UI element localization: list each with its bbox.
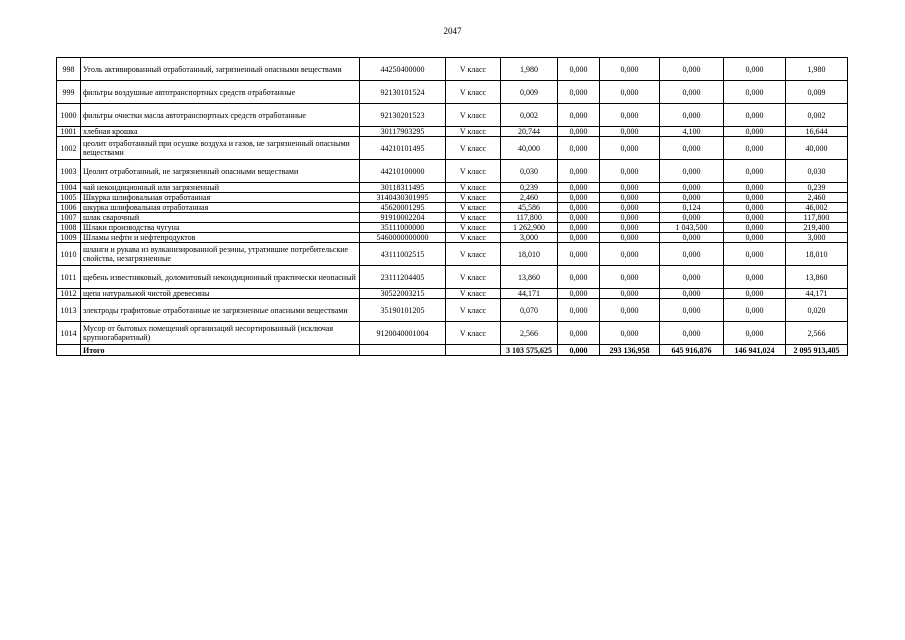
- value-cell: 2,460: [786, 193, 848, 203]
- value-cell: 0,000: [724, 183, 786, 193]
- hazard-class-cell: V класс: [446, 213, 501, 223]
- value-cell: 0,000: [600, 289, 660, 299]
- row-number-cell: 999: [57, 81, 81, 104]
- waste-code-cell: 91910002204: [360, 213, 446, 223]
- value-cell: 0,000: [724, 58, 786, 81]
- total-value-cell: 3 103 575,625: [501, 345, 558, 356]
- table-row: [57, 223, 848, 233]
- value-cell: 0,000: [660, 299, 724, 322]
- waste-code-cell: 30118311495: [360, 183, 446, 193]
- hazard-class-cell: V класс: [446, 203, 501, 213]
- value-cell: 0,000: [724, 104, 786, 127]
- value-cell: 0,000: [600, 160, 660, 183]
- value-cell: 18,010: [786, 243, 848, 266]
- table-row: [57, 183, 848, 193]
- table-row: [57, 160, 848, 183]
- waste-name-cell: Цеолит отработанный, не загрязненный опасными веществами: [81, 160, 360, 183]
- value-cell: 0,000: [724, 81, 786, 104]
- value-cell: 0,000: [724, 289, 786, 299]
- hazard-class-cell: V класс: [446, 58, 501, 81]
- value-cell: 0,009: [786, 81, 848, 104]
- value-cell: 0,000: [558, 203, 600, 213]
- value-cell: 0,000: [558, 299, 600, 322]
- waste-code-cell: 5460000000000: [360, 233, 446, 243]
- value-cell: 0,124: [660, 203, 724, 213]
- waste-code-cell: 3140430301995: [360, 193, 446, 203]
- value-cell: 0,000: [600, 104, 660, 127]
- value-cell: 0,000: [600, 266, 660, 289]
- empty-cell: [446, 345, 501, 356]
- value-cell: 0,002: [786, 104, 848, 127]
- row-number-cell: 1009: [57, 233, 81, 243]
- value-cell: 20,744: [501, 127, 558, 137]
- value-cell: 0,000: [724, 322, 786, 345]
- waste-name-cell: шлак сварочный: [81, 213, 360, 223]
- value-cell: 0,000: [600, 213, 660, 223]
- row-number-cell: 1013: [57, 299, 81, 322]
- waste-name-cell: щебень известняковый, доломитовый некондиционный практически неопасный: [81, 266, 360, 289]
- table-row: [57, 58, 848, 81]
- value-cell: 16,644: [786, 127, 848, 137]
- value-cell: 0,000: [558, 322, 600, 345]
- waste-name-cell: фильтры очистки масла автотранспортных средств отработанные: [81, 104, 360, 127]
- table-row: [57, 233, 848, 243]
- hazard-class-cell: V класс: [446, 289, 501, 299]
- value-cell: 2,460: [501, 193, 558, 203]
- value-cell: 3,000: [501, 233, 558, 243]
- value-cell: 0,000: [660, 289, 724, 299]
- row-number-cell: 1000: [57, 104, 81, 127]
- value-cell: 0,020: [786, 299, 848, 322]
- value-cell: 3,000: [786, 233, 848, 243]
- value-cell: 0,000: [724, 213, 786, 223]
- waste-name-cell: Шкурка шлифовальная отработанная: [81, 193, 360, 203]
- waste-code-cell: 45620001295: [360, 203, 446, 213]
- value-cell: 0,000: [600, 137, 660, 160]
- value-cell: 0,000: [724, 127, 786, 137]
- table-row: [57, 137, 848, 160]
- value-cell: 0,000: [660, 137, 724, 160]
- value-cell: 0,000: [600, 203, 660, 213]
- value-cell: 0,000: [660, 243, 724, 266]
- hazard-class-cell: V класс: [446, 223, 501, 233]
- value-cell: 0,000: [600, 243, 660, 266]
- value-cell: 0,000: [558, 233, 600, 243]
- waste-name-cell: Шламы нефти и нефтепродуктов: [81, 233, 360, 243]
- row-number-cell: 1014: [57, 322, 81, 345]
- table-row: [57, 299, 848, 322]
- value-cell: 0,000: [724, 266, 786, 289]
- value-cell: 0,000: [600, 322, 660, 345]
- total-value-cell: 293 136,958: [600, 345, 660, 356]
- value-cell: 0,000: [724, 299, 786, 322]
- value-cell: 0,239: [501, 183, 558, 193]
- value-cell: 0,239: [786, 183, 848, 193]
- value-cell: 0,000: [724, 160, 786, 183]
- row-number-cell: 1006: [57, 203, 81, 213]
- value-cell: 0,000: [600, 193, 660, 203]
- waste-name-cell: фильтры воздушные автотранспортных средств отработанные: [81, 81, 360, 104]
- waste-name-cell: щепа натуральной чистой древесины: [81, 289, 360, 299]
- row-number-cell: 998: [57, 58, 81, 81]
- row-number-cell: 1004: [57, 183, 81, 193]
- value-cell: 2,566: [786, 322, 848, 345]
- value-cell: 219,400: [786, 223, 848, 233]
- waste-name-cell: электроды графитовые отработанные не загрязненные опасными веществами: [81, 299, 360, 322]
- value-cell: 18,010: [501, 243, 558, 266]
- row-number-cell: 1007: [57, 213, 81, 223]
- waste-code-cell: 92130201523: [360, 104, 446, 127]
- table-row: [57, 213, 848, 223]
- waste-code-cell: 44210101495: [360, 137, 446, 160]
- table-row: [57, 127, 848, 137]
- value-cell: 0,000: [724, 203, 786, 213]
- waste-name-cell: хлебная крошка: [81, 127, 360, 137]
- value-cell: 0,000: [724, 137, 786, 160]
- table-row: [57, 81, 848, 104]
- value-cell: 44,171: [501, 289, 558, 299]
- value-cell: 1 262,900: [501, 223, 558, 233]
- waste-name-cell: шкурка шлифовальная отработанная: [81, 203, 360, 213]
- table-row: [57, 289, 848, 299]
- row-number-cell: 1001: [57, 127, 81, 137]
- value-cell: 0,000: [600, 58, 660, 81]
- hazard-class-cell: V класс: [446, 299, 501, 322]
- table-body: [57, 58, 848, 356]
- value-cell: 0,000: [558, 81, 600, 104]
- value-cell: 0,000: [558, 104, 600, 127]
- row-number-cell: 1003: [57, 160, 81, 183]
- waste-code-cell: 35190101205: [360, 299, 446, 322]
- total-row: [57, 345, 848, 356]
- value-cell: 0,000: [600, 183, 660, 193]
- value-cell: 1,980: [786, 58, 848, 81]
- empty-cell: [57, 345, 81, 356]
- value-cell: 0,000: [660, 233, 724, 243]
- hazard-class-cell: V класс: [446, 81, 501, 104]
- value-cell: 0,030: [501, 160, 558, 183]
- page-number: 2047: [443, 26, 462, 36]
- value-cell: 0,000: [724, 193, 786, 203]
- waste-code-cell: 44210100000: [360, 160, 446, 183]
- value-cell: 0,000: [558, 137, 600, 160]
- value-cell: 0,000: [558, 58, 600, 81]
- waste-code-cell: 30117903295: [360, 127, 446, 137]
- value-cell: 0,000: [600, 81, 660, 104]
- hazard-class-cell: V класс: [446, 127, 501, 137]
- total-value-cell: 2 095 913,405: [786, 345, 848, 356]
- value-cell: 13,860: [786, 266, 848, 289]
- hazard-class-cell: V класс: [446, 137, 501, 160]
- waste-name-cell: Мусор от бытовых помещений организаций несортированный (исключая крупногабаритный): [81, 322, 360, 345]
- total-value-cell: 146 941,024: [724, 345, 786, 356]
- row-number-cell: 1002: [57, 137, 81, 160]
- row-number-cell: 1008: [57, 223, 81, 233]
- value-cell: 0,000: [558, 289, 600, 299]
- value-cell: 0,000: [600, 127, 660, 137]
- value-cell: 0,000: [558, 243, 600, 266]
- waste-code-cell: 23111204405: [360, 266, 446, 289]
- row-number-cell: 1011: [57, 266, 81, 289]
- value-cell: 2,566: [501, 322, 558, 345]
- value-cell: 0,000: [558, 127, 600, 137]
- hazard-class-cell: V класс: [446, 193, 501, 203]
- value-cell: 0,000: [558, 183, 600, 193]
- value-cell: 0,000: [660, 266, 724, 289]
- value-cell: 0,000: [600, 223, 660, 233]
- value-cell: 0,000: [600, 299, 660, 322]
- value-cell: 0,000: [660, 322, 724, 345]
- value-cell: 0,000: [558, 266, 600, 289]
- value-cell: 0,030: [786, 160, 848, 183]
- value-cell: 45,586: [501, 203, 558, 213]
- total-label-cell: Итого: [81, 345, 360, 356]
- value-cell: 0,000: [660, 160, 724, 183]
- value-cell: 0,000: [600, 233, 660, 243]
- value-cell: 46,002: [786, 203, 848, 213]
- waste-code-cell: 9120040001004: [360, 322, 446, 345]
- value-cell: 117,800: [501, 213, 558, 223]
- value-cell: 13,860: [501, 266, 558, 289]
- total-value-cell: 645 916,876: [660, 345, 724, 356]
- value-cell: 0,000: [660, 81, 724, 104]
- waste-name-cell: чай некондиционный или загрязненный: [81, 183, 360, 193]
- waste-code-cell: 43111002515: [360, 243, 446, 266]
- waste-code-cell: 35111000000: [360, 223, 446, 233]
- value-cell: 0,009: [501, 81, 558, 104]
- value-cell: 0,000: [558, 213, 600, 223]
- value-cell: 40,000: [501, 137, 558, 160]
- waste-code-cell: 44250400000: [360, 58, 446, 81]
- table-row: [57, 243, 848, 266]
- table-row: [57, 193, 848, 203]
- table-row: [57, 104, 848, 127]
- value-cell: 0,000: [660, 104, 724, 127]
- waste-name-cell: цеолит отработанный при осушке воздуха и газов, не загрязненный опасными веществами: [81, 137, 360, 160]
- value-cell: 44,171: [786, 289, 848, 299]
- value-cell: 0,000: [660, 193, 724, 203]
- hazard-class-cell: V класс: [446, 183, 501, 193]
- value-cell: 0,000: [558, 223, 600, 233]
- total-value-cell: 0,000: [558, 345, 600, 356]
- waste-code-cell: 30522003215: [360, 289, 446, 299]
- waste-name-cell: Шлаки производства чугуна: [81, 223, 360, 233]
- table-row: [57, 203, 848, 213]
- value-cell: 0,000: [558, 193, 600, 203]
- value-cell: 1,980: [501, 58, 558, 81]
- hazard-class-cell: V класс: [446, 243, 501, 266]
- value-cell: 0,070: [501, 299, 558, 322]
- hazard-class-cell: V класс: [446, 104, 501, 127]
- waste-table: [56, 57, 848, 356]
- row-number-cell: 1012: [57, 289, 81, 299]
- table-row: [57, 266, 848, 289]
- table-row: [57, 322, 848, 345]
- value-cell: 0,000: [724, 233, 786, 243]
- hazard-class-cell: V класс: [446, 266, 501, 289]
- empty-cell: [360, 345, 446, 356]
- hazard-class-cell: V класс: [446, 322, 501, 345]
- value-cell: 1 043,500: [660, 223, 724, 233]
- value-cell: 117,800: [786, 213, 848, 223]
- row-number-cell: 1010: [57, 243, 81, 266]
- waste-code-cell: 92130101524: [360, 81, 446, 104]
- value-cell: 0,000: [724, 223, 786, 233]
- hazard-class-cell: V класс: [446, 160, 501, 183]
- row-number-cell: 1005: [57, 193, 81, 203]
- waste-name-cell: Уголь активированный отработанный, загрязненный опасными веществами: [81, 58, 360, 81]
- waste-name-cell: шланги и рукава из вулканизированной резины, утратившие потребительские свойства, незагрязненные: [81, 243, 360, 266]
- value-cell: 0,002: [501, 104, 558, 127]
- value-cell: 0,000: [660, 213, 724, 223]
- value-cell: 0,000: [660, 58, 724, 81]
- value-cell: 40,000: [786, 137, 848, 160]
- hazard-class-cell: V класс: [446, 233, 501, 243]
- value-cell: 0,000: [724, 243, 786, 266]
- value-cell: 0,000: [558, 160, 600, 183]
- value-cell: 4,100: [660, 127, 724, 137]
- value-cell: 0,000: [660, 183, 724, 193]
